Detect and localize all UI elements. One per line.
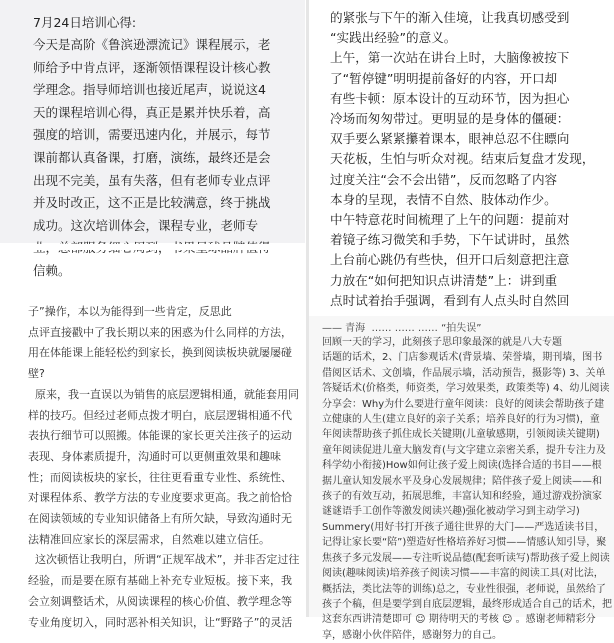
text-line: 记得让家长要“陪”)塑造好性格培养好习惯——情感认知引导，聚 bbox=[322, 537, 607, 549]
text-line: Summery(用好书打开孩子通往世界的大门——严选适读书目， bbox=[322, 521, 605, 533]
text-line: 有些卡顿：原本设计的互动环节，因为担心 bbox=[330, 90, 570, 106]
text-line: 阅读(趣味阅读)培养孩子阅读习惯——丰富的阅读工具(对比法， bbox=[322, 568, 604, 580]
vertical-divider bbox=[306, 0, 309, 617]
text-line: 年阅读帮助孩子抓住成长关键期(儿童敏感期，引领阅读关键期) bbox=[322, 429, 600, 441]
text-line: 点时试着抬手强调，看到有人点头时自然回 bbox=[330, 292, 570, 308]
text-line: 对课程体系、教学方法的专业度要求更高。我之前恰恰 bbox=[28, 491, 292, 505]
text-line: 这次顿悟让我明白，所谓“正规军战术”，并非否定过往 bbox=[28, 553, 300, 567]
text-line: 强度的培训，需要迅速内化，并展示，每节 bbox=[33, 127, 271, 143]
text-line: 出现不完美，虽有失落，但有老师专业点评 bbox=[33, 172, 271, 188]
text-line: “实践出经验”的意义。 bbox=[330, 30, 457, 46]
text-line: 天花板，生怕与听众对视。结束后复盘才发现， bbox=[330, 151, 595, 167]
text-line: 过度关注“会不会出错”，反而忽略了内容 bbox=[330, 171, 558, 187]
text-line: 样的技巧。但经过老师点拨才明白，底层逻辑相通不代 bbox=[28, 408, 292, 422]
text-line: 表执行细节可以照搬。体能课的家长更关注孩子的运动 bbox=[28, 429, 292, 443]
text-line: 上台前心跳仍有些快，但开口后刻意把注意 bbox=[330, 252, 570, 268]
text-line: 专业角度切入，同时恶补相关知识，让“野路子”的灵活 bbox=[28, 615, 293, 629]
text-line: 立健康的人生(建立良好的亲子关系；培养良好的行为习惯)，童 bbox=[322, 414, 600, 426]
text-line: 天的课程培训心得，真正是累并快乐着，高 bbox=[33, 104, 271, 120]
text-line: 孩子的有效互动，拓展思维，丰富认知和经验，通过游戏扮演家 bbox=[322, 491, 602, 503]
text-line: 本身的呈现，表情不自然、肢体动作少。 bbox=[330, 191, 557, 207]
notes-panel-top-left bbox=[0, 0, 305, 278]
text-line: 的紧张与下午的渐入佳境，让我真切感受到 bbox=[330, 10, 570, 25]
text-line: 师给予中肯点评，逐渐领悟课程设计核心教 bbox=[33, 59, 271, 75]
text-line: 享，感谢小伙伴陪伴，感谢努力的自己。 bbox=[322, 629, 502, 641]
text-line: 会立刻调整话术，从阅读课程的核心价值、教学理念等 bbox=[28, 594, 292, 608]
text-line: 冷场而匆匆带过。更明显的是身体的僵硬： bbox=[330, 111, 570, 127]
text-line: 课前都认真备课，打磨，演练，最终还是会 bbox=[33, 149, 271, 165]
text-line: 法精准回应家长的深层需求，自然难以建立信任。 bbox=[28, 532, 270, 546]
text-line: 并及时改正，这不正是比较满意，终于挑战 bbox=[33, 195, 271, 211]
text-line: 表现、身体素质提升，沟通时可以更侧重效果和趣味 bbox=[28, 449, 281, 463]
text-line: 学理念。指导师培训也接近尾声，说说这4 bbox=[33, 82, 266, 98]
text-line: 焦孩子多元发展——专注听说品德(配套听读写)帮助孩子爱上阅读 bbox=[322, 552, 610, 564]
text-line: 力放在“如何把知识点讲清楚”上：讲到重 bbox=[330, 272, 558, 288]
text-line: 谜谜语手工创作等激发阅读兴趣)强化被动学习到主动学习) bbox=[322, 506, 580, 518]
notes-panel-bottom-right bbox=[308, 316, 614, 641]
text-line: 信赖。 bbox=[33, 262, 71, 278]
text-line: 壁? bbox=[28, 367, 45, 381]
text-line: 性；而阅读板块的家长，往往更看重专业性、系统性、 bbox=[28, 470, 292, 484]
notes-panel-bottom-left bbox=[0, 302, 305, 629]
text-line: 孩子个稿，但是要学到自底层逻辑，最终形成适合自己的话术，把 bbox=[322, 598, 612, 610]
text-line: 借阅区话术、文创墙，作品展示墙，活动预告，摄影等) 3、关单 bbox=[322, 367, 606, 379]
text-line: 点评直接戳中了我长期以来的困惑为什么同样的方法， bbox=[28, 325, 292, 339]
note-title: 7月24日培训心得: bbox=[33, 15, 137, 30]
text-line: 话题的话术，2、门店参观话术(背景墙、荣誉墙，期刊墙，图书 bbox=[322, 352, 603, 364]
text-line: 上午，第一次站在讲台上时，大脑像被按下 bbox=[330, 50, 570, 66]
text-line: 童年阅读促进儿童大脑发育(与文字建立亲密关系，提升专注力及 bbox=[322, 444, 606, 456]
text-line: 答疑话术(价格类，师资类，学习效果类，政策类等) 4、幼儿阅读 bbox=[322, 383, 610, 395]
text-line: 经验，而是要在原有基础上补充专业短板。接下来，我 bbox=[28, 574, 292, 588]
text-line: 中午特意花时间梳理了上午的问题：提前对 bbox=[330, 212, 570, 228]
cropped-heading: —— 青海 …… …… …… “拍失误” bbox=[322, 323, 482, 334]
text-line: 回顾一天的学习，此刻孩子思印象最深的就是八大专题 bbox=[322, 337, 562, 348]
text-line: 着镜子练习微笑和手势，下午试讲时，虽然 bbox=[330, 232, 570, 248]
text-line: 今天是高阶《鲁滨逊漂流记》课程展示，老 bbox=[33, 37, 271, 52]
text-line: 科学幼小衔接)How如何让孩子爱上阅读(选择合适的书目——根 bbox=[322, 460, 602, 472]
horizontal-divider bbox=[0, 244, 306, 250]
text-line: 双手要么紧紧攥着课本，眼神总忍不住瞟向 bbox=[330, 131, 570, 147]
text-line: 这套东西讲清楚即可 ☺ 期待明天的考核 ☺ 。感谢老师精彩分 bbox=[322, 614, 596, 626]
text-line: 子”操作，本以为能得到一些肯定，反思此 bbox=[28, 305, 232, 318]
text-line: 分享会：Why为什么要进行童年阅读：良好的阅读会帮助孩子建 bbox=[322, 398, 605, 410]
text-line: 在阅读领域的专业知识储备上有所欠缺，导致沟通时无 bbox=[28, 512, 292, 526]
text-line: 原来，我一直误以为销售的底层逻辑相通，就能套用同 bbox=[28, 387, 299, 401]
notes-panel-top-right bbox=[310, 0, 614, 313]
text-line: 概括法，类比法等的训练)总之，专业性很强，老师说，虽然给了 bbox=[322, 583, 606, 595]
text-line: 据儿童认知发展水平及身心发展规律；陪伴孩子爱上阅读——和 bbox=[322, 475, 602, 487]
text-line: 了“暂停键”明明提前备好的内容，开口却 bbox=[330, 70, 558, 86]
text-line: 成功。这次培训体会，课程专业，老师专 bbox=[33, 217, 259, 233]
text-line: 用在体能课上能轻松约到家长，换到阅读板块就屡屡碰 bbox=[28, 346, 292, 360]
